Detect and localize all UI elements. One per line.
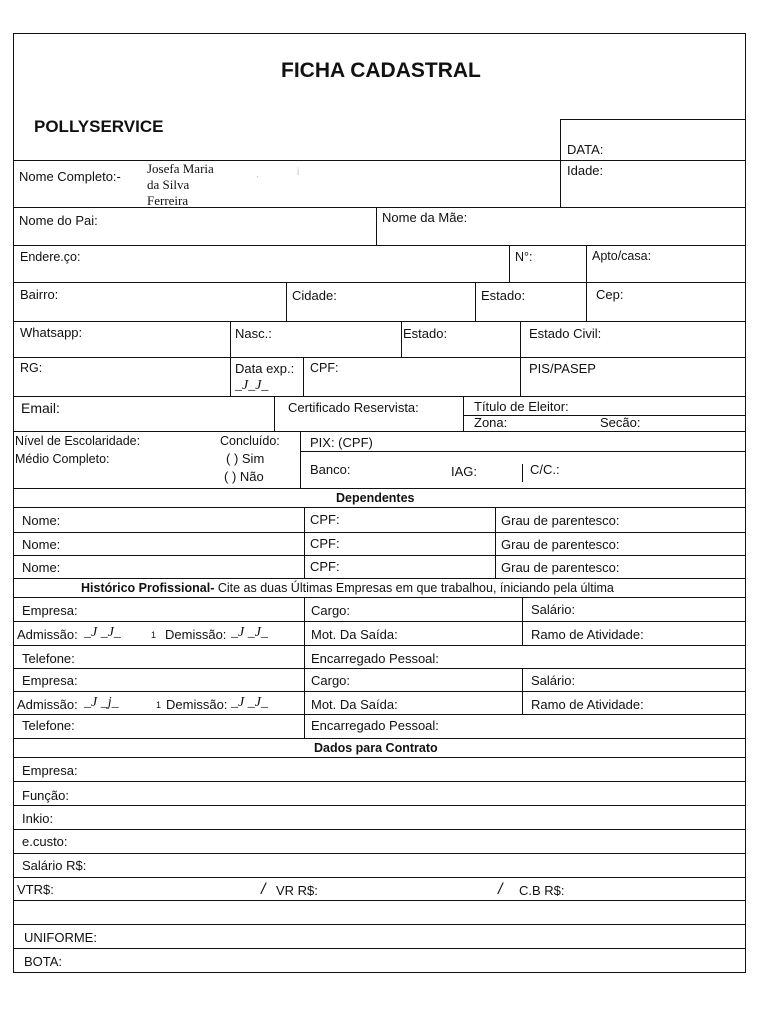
secao-label: Secão: [600,415,641,430]
rule [300,431,301,488]
rule [13,691,746,692]
admissao-label: Admissão: [17,697,78,712]
dependente-cpf: CPF: [310,536,340,551]
rule [13,668,746,669]
empresa-label: Empresa: [22,603,78,618]
faint-mark: i [297,167,300,178]
cc-label: C/C.: [530,462,560,477]
demissao-label: Demissão: [166,697,228,712]
nome-mae-label: Nome da Mãe: [382,210,468,225]
rule [13,829,746,830]
contrato-funcao-label: Função: [22,788,69,803]
bota-label: BOTA: [24,954,63,969]
rule [13,645,746,646]
rule [13,597,746,598]
rule [13,781,746,782]
mot-saida-label: Mot. Da Saída: [311,627,398,642]
uniforme-label: UNIFORME: [24,930,97,945]
rule [13,714,746,715]
rule [13,555,746,556]
dependente-nome: Nome: [22,513,61,528]
salario-label: Salário: [531,602,576,617]
ramo-atividade-label: Ramo de Atividade: [531,627,644,642]
cargo-label: Cargo: [311,603,351,618]
rule [286,282,287,321]
name-line: Josefa Maria [147,161,214,176]
cpf-label: CPF: [310,361,339,375]
contrato-empresa-label: Empresa: [22,763,78,778]
rule [303,357,304,396]
admissao-label: Admissão: [17,627,78,642]
concluido-label: Concluído: [220,434,280,448]
dependente-cpf: CPF: [310,559,340,574]
demissao-value: _J _J_ [231,695,268,710]
bairro-label: Bairro: [20,287,59,302]
dependente-nome: Nome: [22,560,61,575]
rule [463,396,464,431]
encarregado-label: Encarregado Pessoal: [311,718,439,733]
rule [522,668,523,714]
nasc-label: Nasc.: [235,326,272,341]
rule [376,207,377,245]
rule [300,451,746,452]
contrato-salario-label: Salário R$: [22,858,87,873]
rule [13,507,746,508]
idade-label: Idade: [567,163,604,178]
contrato-heading: Dados para Contrato [314,741,438,755]
admissao-value: _J _J_ [84,625,121,640]
nome-pai-label: Nome do Pai: [19,213,98,228]
rule [13,853,746,854]
rule [13,488,746,489]
dependente-cpf: CPF: [310,512,340,527]
rule [560,119,746,120]
rule [560,119,561,207]
empresa-label: Empresa: [22,673,78,688]
mark: 1 [156,700,162,710]
company-name: POLLYSERVICE [34,117,164,136]
cb-label: C.B R$: [519,883,565,898]
mot-saida-label: Mot. Da Saída: [311,697,398,712]
vtr-label: VTR$: [17,882,54,897]
rule [522,464,523,482]
rule [13,357,746,358]
escolaridade-value: Médio Completo: [15,452,110,466]
estado-civil-label: Estado Civil: [529,326,602,341]
slash-separator: / [261,881,266,898]
telefone-label: Telefone: [22,718,75,733]
rule [13,431,746,432]
cargo-label: Cargo: [311,673,351,688]
rule [13,877,746,878]
estado-label: Estado: [481,288,526,303]
rule [509,245,510,282]
rule [13,532,746,533]
escolaridade-label: Nível de Escolaridade: [15,434,141,448]
dependentes-heading: Dependentes [336,491,415,505]
data-exp-label: Data exp.: [235,361,295,376]
apto-label: Apto/casa: [592,249,652,263]
titulo-eleitor-label: Título de Eleitor: [474,399,569,414]
rule [13,578,746,579]
rule [13,757,746,758]
contrato-ecusto-label: e.custo: [22,834,68,849]
whatsapp-label: Whatsapp: [20,325,83,340]
pis-label: PIS/PASEP [529,361,596,376]
rule [522,597,523,645]
rule [274,396,275,431]
historico-heading [81,582,614,595]
contrato-inicio-label: Inkio: [22,811,54,826]
demissao-label: Demissão: [165,627,227,642]
rule [475,282,476,321]
estado-label-2: Estado: [403,326,448,341]
ramo-atividade-label: Ramo de Atividade: [531,697,644,712]
nome-completo-value [147,161,214,209]
rule [13,245,746,246]
rule [13,321,746,322]
rule [13,738,746,739]
slash-separator: / [498,881,503,898]
demissao-value: _J _J_ [231,625,268,640]
pix-label: PIX: (CPF) [310,435,373,450]
rule [495,507,496,578]
rule [401,321,402,357]
rule [13,805,746,806]
rule [13,948,746,949]
name-line: da Silva [147,177,190,192]
endereco-label: Endere.ço: [20,250,81,264]
vr-label: VR R$: [276,883,318,898]
telefone-label: Telefone: [22,651,75,666]
rule [13,207,746,208]
page-title: FICHA CADASTRAL [281,59,481,82]
historico-heading-rest: Cite as duas Últimas Empresas em que trabalhou, íniciando pela última [214,581,614,595]
dependente-grau: Grau de parentesco: [501,560,620,575]
rule [13,924,746,925]
dependente-grau: Grau de parentesco: [501,537,620,552]
data-label: DATA: [567,142,604,157]
data-exp-value: _J_J_ [235,378,269,393]
faint-mark: . [256,169,259,180]
nome-completo-label: Nome Completo:- [19,169,121,184]
rule [13,282,746,283]
salario-label: Salário: [531,673,576,688]
name-line: Ferreira [147,193,189,208]
rule [586,245,587,321]
cidade-label: Cidade: [292,288,337,303]
dependente-nome: Nome: [22,537,61,552]
encarregado-label: Encarregado Pessoal: [311,651,439,666]
rule [520,321,521,396]
reservista-label: Certificado Reservista: [288,400,419,415]
numero-label: N°: [515,250,533,264]
dependente-grau: Grau de parentesco: [501,513,620,528]
rule [304,597,305,738]
rule [13,621,746,622]
rule [304,507,305,578]
historico-heading-bold: Histórico Profissional- [81,581,215,595]
rg-label: RG: [20,361,43,375]
cep-label: Cep: [596,287,624,302]
email-label: Email: [21,400,60,416]
rule [13,396,746,397]
banco-label: Banco: [310,462,351,477]
mark: 1 [151,630,157,640]
rule [13,160,746,161]
admissao-value: _J _j_ [84,695,119,710]
nao-option: ( ) Não [224,469,264,484]
rule [13,900,746,901]
iag-label: IAG: [451,464,478,479]
rule [230,321,231,396]
zona-label: Zona: [474,415,508,430]
sim-option: ( ) Sim [226,451,265,466]
